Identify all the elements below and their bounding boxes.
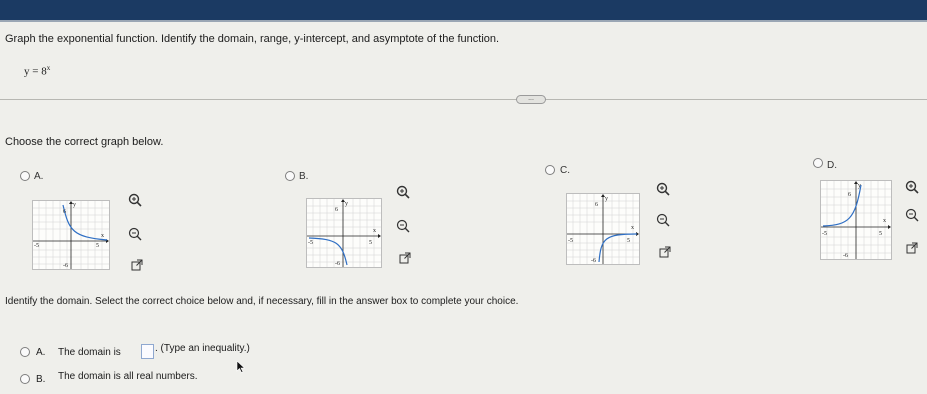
domain-choice-b-text: The domain is all real numbers. [58,371,198,382]
graph-c-tick-bottom: -6 [591,258,596,264]
graph-a-zoom-out-icon[interactable] [128,227,142,241]
graph-c-curve [599,234,637,262]
graph-option-b [306,198,382,268]
graph-option-c [566,193,640,265]
graph-a-tick-right: 5 [96,243,99,249]
graph-option-d-radio[interactable] [813,158,823,168]
graph-option-b-radio[interactable] [285,171,295,181]
mouse-cursor-icon [236,361,246,373]
graph-c-external-link-icon[interactable] [659,246,671,258]
top-bar-border [0,20,927,22]
graph-c-x-label: x [631,225,634,231]
graph-a-x-label: x [101,233,104,239]
graph-a-tick-bottom: -6 [63,263,68,269]
graph-prompt: Choose the correct graph below. [5,136,164,148]
graph-d-tick-bottom: -6 [843,253,848,259]
graph-option-c-radio[interactable] [545,165,555,175]
graph-a-tick-left: -5 [34,243,39,249]
graph-c-tick-top: 6 [595,202,598,208]
graph-a-y-label: y [73,202,76,208]
graph-c-zoom-in-icon[interactable] [656,182,670,196]
graph-d-external-link-icon[interactable] [906,242,918,254]
graph-d-svg [821,181,891,259]
graph-c-svg [567,194,639,264]
graph-a-tick-top: 6 [63,209,66,215]
graph-a-svg [33,201,109,269]
graph-b-curve [309,238,347,265]
domain-choice-b-letter: B. [36,374,46,385]
graph-d-x-label: x [883,218,886,224]
graph-d-curve [823,185,861,226]
graph-d-zoom-in-icon[interactable] [905,180,919,194]
graph-b-y-label: y [345,201,348,207]
graph-b-x-label: x [373,228,376,234]
graph-option-a-radio[interactable] [20,171,30,181]
top-bar [0,0,927,20]
domain-choice-a-letter: A. [36,347,46,358]
domain-choice-a-text: The domain is [58,347,121,358]
domain-choice-a-hint: . (Type an inequality.) [155,343,250,354]
domain-choice-b-radio[interactable] [20,374,30,384]
graph-b-zoom-in-icon[interactable] [396,185,410,199]
graph-option-a-letter: A. [34,171,44,182]
graph-b-tick-right: 5 [369,240,372,246]
graph-d-tick-top: 6 [848,192,851,198]
domain-choice-a-radio[interactable] [20,347,30,357]
graph-d-tick-right: 5 [879,231,882,237]
function-base: y = 8 [24,65,47,78]
function-expression [24,64,50,78]
section-divider [0,99,927,100]
graph-b-svg [307,199,381,267]
graph-c-tick-right: 5 [627,238,630,244]
graph-b-tick-bottom: -6 [335,261,340,267]
function-exponent: x [46,64,51,72]
graph-c-zoom-out-icon[interactable] [656,213,670,227]
graph-a-zoom-in-icon[interactable] [128,193,142,207]
graph-b-tick-top: 6 [335,207,338,213]
graph-option-d-letter: D. [827,160,837,171]
graph-option-d [820,180,892,260]
domain-answer-box[interactable] [141,344,154,359]
graph-b-external-link-icon[interactable] [399,252,411,264]
graph-a-external-link-icon[interactable] [131,259,143,271]
graph-b-tick-left: -5 [308,240,313,246]
question-instruction: Graph the exponential function. Identify the domain, range, y-intercept, and asymptote of the function. [5,33,500,45]
graph-d-zoom-out-icon[interactable] [905,208,919,222]
graph-c-tick-left: -5 [568,238,573,244]
domain-prompt: Identify the domain. Select the correct choice below and, if necessary, fill in the answer box to complete your choice. [5,296,519,307]
graph-c-y-label: y [605,196,608,202]
expand-more-button[interactable]: ... [516,95,546,104]
graph-d-tick-left: -5 [822,231,827,237]
graph-d-y-label: y [858,183,861,189]
graph-option-a [32,200,110,270]
graph-option-b-letter: B. [299,171,309,182]
graph-b-zoom-out-icon[interactable] [396,219,410,233]
graph-option-c-letter: C. [560,165,570,176]
